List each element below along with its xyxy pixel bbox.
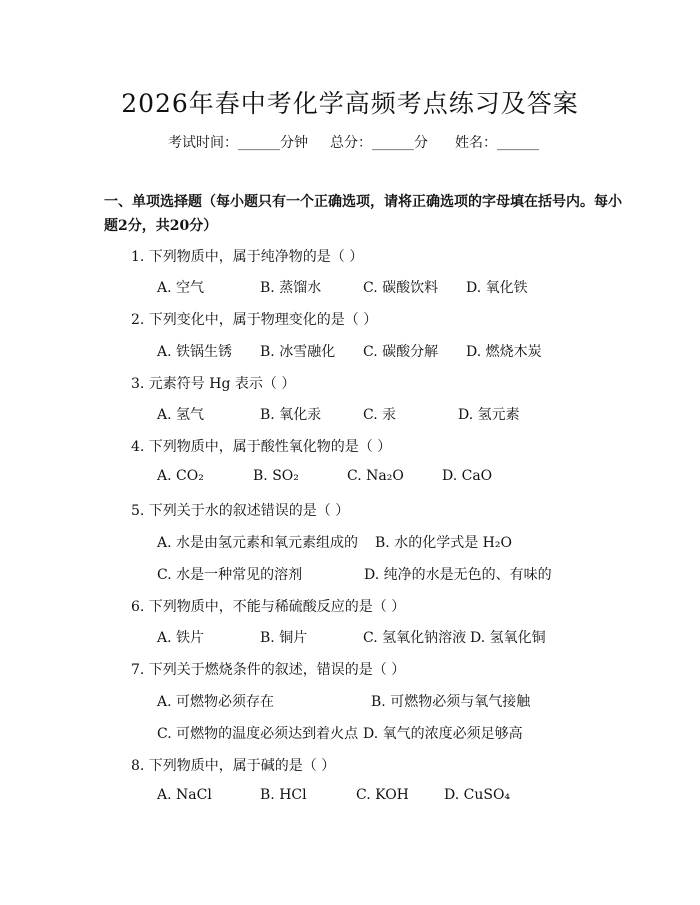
- question-stem: 1. 下列物质中，属于纯净物的是（ ）: [131, 249, 364, 265]
- option-b: B. 冰雪融化: [260, 344, 336, 360]
- option-d: D. 燃烧木炭: [466, 344, 542, 360]
- option-a: A. 铁锅生锈: [157, 344, 233, 360]
- option-a: A. 可燃物必须存在: [157, 694, 275, 710]
- option-d: D. 氧气的浓度必须足够高: [363, 726, 523, 742]
- option-b: B. 蒸馏水: [260, 280, 322, 296]
- option-c: C. 碳酸饮料: [363, 280, 439, 296]
- option-d: D. CuSO₄: [444, 787, 511, 803]
- option-b: B. 水的化学式是 H₂O: [375, 535, 512, 551]
- option-a: A. 氢气: [157, 407, 205, 423]
- option-d: D. 氧化铁: [466, 280, 528, 296]
- option-b: B. SO₂: [253, 468, 299, 484]
- student-name: 姓名：______: [455, 135, 539, 151]
- option-c: C. 汞: [363, 407, 397, 423]
- question-stem: 6. 下列物质中，不能与稀硫酸反应的是（ ）: [131, 599, 406, 615]
- option-c: C. 水是一种常见的溶剂: [157, 567, 303, 583]
- option-a: A. 水是由氢元素和氧元素组成的: [157, 535, 359, 551]
- option-d: D. 氢元素: [458, 407, 520, 423]
- option-a: A. 铁片: [157, 630, 205, 646]
- option-d: D. 纯净的水是无色的、有味的: [364, 567, 552, 583]
- option-c: C. Na₂O: [347, 468, 404, 484]
- option-b: B. 氧化汞: [260, 407, 322, 423]
- option-b: B. 可燃物必须与氧气接触: [371, 694, 531, 710]
- question-stem: 3. 元素符号 Hg 表示（ ）: [131, 376, 296, 392]
- option-d: D. 氢氧化铜: [470, 630, 546, 646]
- page-title: 2026年春中考化学高频考点练习及答案: [121, 89, 579, 118]
- option-b: B. 铜片: [260, 630, 308, 646]
- option-c: C. 可燃物的温度必须达到着火点: [157, 726, 359, 742]
- question-stem: 2. 下列变化中，属于物理变化的是（ ）: [131, 312, 378, 328]
- section-title: 一、单项选择题（每小题只有一个正确选项，请将正确选项的字母填在括号内。每小题2分，共20分）: [104, 194, 622, 234]
- exam-time: 考试时间：______分钟: [168, 135, 308, 151]
- question-stem: 4. 下列物质中，属于酸性氧化物的是（ ）: [131, 439, 392, 455]
- option-c: C. 碳酸分解: [363, 344, 439, 360]
- option-a: A. CO₂: [157, 468, 204, 484]
- option-a: A. 空气: [157, 280, 205, 296]
- total-score: 总分：______分: [330, 135, 428, 151]
- option-d: D. CaO: [442, 468, 493, 484]
- question-stem: 7. 下列关于燃烧条件的叙述，错误的是（ ）: [131, 662, 406, 678]
- question-stem: 8. 下列物质中，属于碱的是（ ）: [131, 758, 336, 774]
- option-c: C. 氢氧化钠溶液: [363, 630, 467, 646]
- question-stem: 5. 下列关于水的叙述错误的是（ ）: [131, 503, 350, 519]
- option-c: C. KOH: [356, 787, 409, 803]
- option-b: B. HCl: [260, 787, 307, 803]
- option-a: A. NaCl: [157, 787, 212, 803]
